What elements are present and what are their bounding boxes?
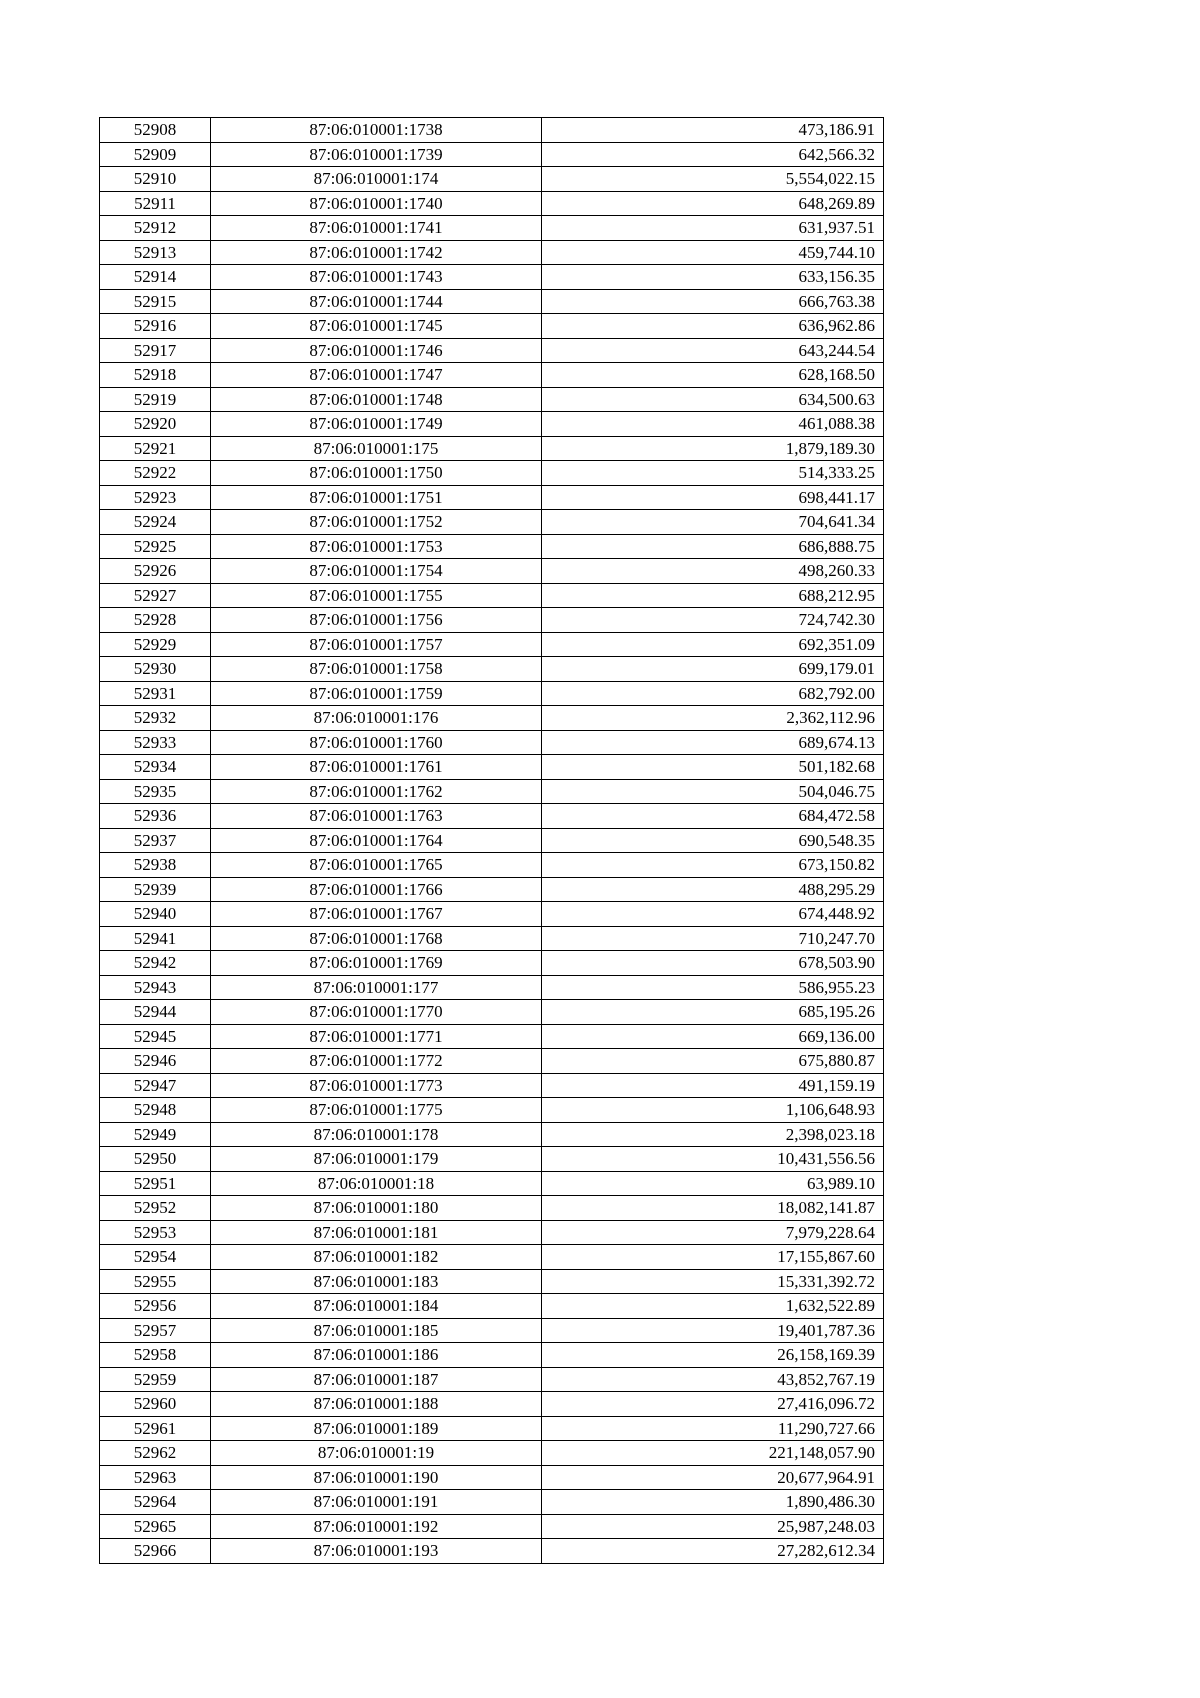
row-number-cell: 52965: [100, 1514, 211, 1539]
cadastral-number-cell: 87:06:010001:182: [211, 1245, 542, 1270]
cadastral-number-cell: 87:06:010001:1749: [211, 412, 542, 437]
cadastral-number-cell: 87:06:010001:177: [211, 975, 542, 1000]
cadastral-number-cell: 87:06:010001:1765: [211, 853, 542, 878]
cadastral-number-cell: 87:06:010001:1773: [211, 1073, 542, 1098]
table-row: [100, 681, 884, 706]
cadastral-number-cell: 87:06:010001:1762: [211, 779, 542, 804]
value-cell: 669,136.00: [542, 1024, 884, 1049]
value-cell: 684,472.58: [542, 804, 884, 829]
row-number-cell: 52951: [100, 1171, 211, 1196]
value-cell: 5,554,022.15: [542, 167, 884, 192]
cadastral-number-cell: 87:06:010001:1740: [211, 191, 542, 216]
cadastral-number-cell: 87:06:010001:1742: [211, 240, 542, 265]
row-number-cell: 52957: [100, 1318, 211, 1343]
row-number-cell: 52920: [100, 412, 211, 437]
cadastral-number-cell: 87:06:010001:1754: [211, 559, 542, 584]
cadastral-number-cell: 87:06:010001:1751: [211, 485, 542, 510]
value-cell: 25,987,248.03: [542, 1514, 884, 1539]
cadastral-number-cell: 87:06:010001:1753: [211, 534, 542, 559]
row-number-cell: 52927: [100, 583, 211, 608]
value-cell: 504,046.75: [542, 779, 884, 804]
cadastral-number-cell: 87:06:010001:1758: [211, 657, 542, 682]
cadastral-number-cell: 87:06:010001:1771: [211, 1024, 542, 1049]
table-row: [100, 142, 884, 167]
row-number-cell: 52950: [100, 1147, 211, 1172]
value-cell: 2,362,112.96: [542, 706, 884, 731]
table-row: [100, 877, 884, 902]
value-cell: 704,641.34: [542, 510, 884, 535]
row-number-cell: 52928: [100, 608, 211, 633]
table-row: [100, 314, 884, 339]
table-row: [100, 167, 884, 192]
cadastral-number-cell: 87:06:010001:1769: [211, 951, 542, 976]
cadastral-number-cell: 87:06:010001:1747: [211, 363, 542, 388]
row-number-cell: 52963: [100, 1465, 211, 1490]
row-number-cell: 52934: [100, 755, 211, 780]
row-number-cell: 52924: [100, 510, 211, 535]
table-row: [100, 387, 884, 412]
value-cell: 7,979,228.64: [542, 1220, 884, 1245]
table-row: [100, 1465, 884, 1490]
table-row: [100, 534, 884, 559]
cadastral-number-cell: 87:06:010001:179: [211, 1147, 542, 1172]
value-cell: 27,416,096.72: [542, 1392, 884, 1417]
cadastral-number-cell: 87:06:010001:193: [211, 1539, 542, 1564]
row-number-cell: 52942: [100, 951, 211, 976]
value-cell: 1,879,189.30: [542, 436, 884, 461]
table-row: [100, 632, 884, 657]
table-row: [100, 1539, 884, 1564]
row-number-cell: 52962: [100, 1441, 211, 1466]
value-cell: 473,186.91: [542, 118, 884, 143]
cadastral-number-cell: 87:06:010001:175: [211, 436, 542, 461]
value-cell: 63,989.10: [542, 1171, 884, 1196]
table-row: [100, 1000, 884, 1025]
table-row: [100, 657, 884, 682]
table-row: [100, 485, 884, 510]
cadastral-number-cell: 87:06:010001:1759: [211, 681, 542, 706]
value-cell: 675,880.87: [542, 1049, 884, 1074]
value-cell: 678,503.90: [542, 951, 884, 976]
table-row: [100, 1196, 884, 1221]
table-row: [100, 559, 884, 584]
cadastral-number-cell: 87:06:010001:1755: [211, 583, 542, 608]
value-cell: 698,441.17: [542, 485, 884, 510]
value-cell: 673,150.82: [542, 853, 884, 878]
value-cell: 674,448.92: [542, 902, 884, 927]
value-cell: 586,955.23: [542, 975, 884, 1000]
value-cell: 20,677,964.91: [542, 1465, 884, 1490]
row-number-cell: 52912: [100, 216, 211, 241]
row-number-cell: 52923: [100, 485, 211, 510]
cadastral-number-cell: 87:06:010001:1756: [211, 608, 542, 633]
table-row: [100, 926, 884, 951]
table-row: [100, 1392, 884, 1417]
table-row: [100, 436, 884, 461]
table-row: [100, 363, 884, 388]
table-row: [100, 828, 884, 853]
table-row: [100, 1318, 884, 1343]
cadastral-number-cell: 87:06:010001:192: [211, 1514, 542, 1539]
cadastral-number-cell: 87:06:010001:1770: [211, 1000, 542, 1025]
value-cell: 11,290,727.66: [542, 1416, 884, 1441]
row-number-cell: 52936: [100, 804, 211, 829]
table-row: [100, 1245, 884, 1270]
row-number-cell: 52948: [100, 1098, 211, 1123]
row-number-cell: 52913: [100, 240, 211, 265]
table-row: [100, 804, 884, 829]
table-row: [100, 583, 884, 608]
table-row: [100, 975, 884, 1000]
row-number-cell: 52943: [100, 975, 211, 1000]
value-cell: 488,295.29: [542, 877, 884, 902]
row-number-cell: 52919: [100, 387, 211, 412]
row-number-cell: 52947: [100, 1073, 211, 1098]
value-cell: 634,500.63: [542, 387, 884, 412]
row-number-cell: 52921: [100, 436, 211, 461]
table-row: [100, 216, 884, 241]
value-cell: 1,890,486.30: [542, 1490, 884, 1515]
value-cell: 685,195.26: [542, 1000, 884, 1025]
cadastral-number-cell: 87:06:010001:1744: [211, 289, 542, 314]
value-cell: 26,158,169.39: [542, 1343, 884, 1368]
table-row: [100, 338, 884, 363]
value-cell: 18,082,141.87: [542, 1196, 884, 1221]
value-cell: 689,674.13: [542, 730, 884, 755]
value-cell: 1,106,648.93: [542, 1098, 884, 1123]
row-number-cell: 52929: [100, 632, 211, 657]
cadastral-number-cell: 87:06:010001:1741: [211, 216, 542, 241]
value-cell: 514,333.25: [542, 461, 884, 486]
row-number-cell: 52952: [100, 1196, 211, 1221]
cadastral-number-cell: 87:06:010001:186: [211, 1343, 542, 1368]
cadastral-number-cell: 87:06:010001:1739: [211, 142, 542, 167]
table-row: [100, 1343, 884, 1368]
table-row: [100, 853, 884, 878]
value-cell: 27,282,612.34: [542, 1539, 884, 1564]
value-cell: 10,431,556.56: [542, 1147, 884, 1172]
cadastral-number-cell: 87:06:010001:188: [211, 1392, 542, 1417]
row-number-cell: 52933: [100, 730, 211, 755]
cadastral-number-cell: 87:06:010001:1772: [211, 1049, 542, 1074]
row-number-cell: 52939: [100, 877, 211, 902]
row-number-cell: 52946: [100, 1049, 211, 1074]
value-cell: 642,566.32: [542, 142, 884, 167]
cadastral-number-cell: 87:06:010001:1757: [211, 632, 542, 657]
row-number-cell: 52925: [100, 534, 211, 559]
row-number-cell: 52964: [100, 1490, 211, 1515]
cadastral-number-cell: 87:06:010001:19: [211, 1441, 542, 1466]
value-cell: 19,401,787.36: [542, 1318, 884, 1343]
table-row: [100, 1073, 884, 1098]
table-row: [100, 951, 884, 976]
cadastral-number-cell: 87:06:010001:1768: [211, 926, 542, 951]
row-number-cell: 52960: [100, 1392, 211, 1417]
value-cell: 43,852,767.19: [542, 1367, 884, 1392]
row-number-cell: 52917: [100, 338, 211, 363]
row-number-cell: 52908: [100, 118, 211, 143]
row-number-cell: 52932: [100, 706, 211, 731]
cadastral-number-cell: 87:06:010001:18: [211, 1171, 542, 1196]
value-cell: 461,088.38: [542, 412, 884, 437]
row-number-cell: 52911: [100, 191, 211, 216]
row-number-cell: 52916: [100, 314, 211, 339]
cadastral-number-cell: 87:06:010001:1760: [211, 730, 542, 755]
cadastral-number-cell: 87:06:010001:1746: [211, 338, 542, 363]
data-table: [99, 117, 884, 1564]
row-number-cell: 52909: [100, 142, 211, 167]
table-row: [100, 779, 884, 804]
table-row: [100, 265, 884, 290]
row-number-cell: 52915: [100, 289, 211, 314]
row-number-cell: 52926: [100, 559, 211, 584]
value-cell: 2,398,023.18: [542, 1122, 884, 1147]
value-cell: 648,269.89: [542, 191, 884, 216]
value-cell: 15,331,392.72: [542, 1269, 884, 1294]
table-row: [100, 706, 884, 731]
table-row: [100, 1171, 884, 1196]
table-row: [100, 1220, 884, 1245]
cadastral-number-cell: 87:06:010001:183: [211, 1269, 542, 1294]
cadastral-number-cell: 87:06:010001:176: [211, 706, 542, 731]
value-cell: 710,247.70: [542, 926, 884, 951]
row-number-cell: 52935: [100, 779, 211, 804]
cadastral-number-cell: 87:06:010001:1766: [211, 877, 542, 902]
table-body: [100, 118, 884, 1564]
value-cell: 17,155,867.60: [542, 1245, 884, 1270]
value-cell: 631,937.51: [542, 216, 884, 241]
cadastral-number-cell: 87:06:010001:181: [211, 1220, 542, 1245]
table-row: [100, 1441, 884, 1466]
value-cell: 459,744.10: [542, 240, 884, 265]
table-row: [100, 1269, 884, 1294]
table-row: [100, 1024, 884, 1049]
row-number-cell: 52931: [100, 681, 211, 706]
row-number-cell: 52956: [100, 1294, 211, 1319]
value-cell: 699,179.01: [542, 657, 884, 682]
row-number-cell: 52937: [100, 828, 211, 853]
cadastral-number-cell: 87:06:010001:1745: [211, 314, 542, 339]
row-number-cell: 52930: [100, 657, 211, 682]
table-row: [100, 1514, 884, 1539]
value-cell: 628,168.50: [542, 363, 884, 388]
value-cell: 491,159.19: [542, 1073, 884, 1098]
row-number-cell: 52914: [100, 265, 211, 290]
cadastral-number-cell: 87:06:010001:1738: [211, 118, 542, 143]
table-row: [100, 412, 884, 437]
cadastral-number-cell: 87:06:010001:1775: [211, 1098, 542, 1123]
cadastral-number-cell: 87:06:010001:185: [211, 1318, 542, 1343]
row-number-cell: 52953: [100, 1220, 211, 1245]
value-cell: 682,792.00: [542, 681, 884, 706]
table-row: [100, 1147, 884, 1172]
row-number-cell: 52945: [100, 1024, 211, 1049]
value-cell: 498,260.33: [542, 559, 884, 584]
table-row: [100, 730, 884, 755]
table-row: [100, 289, 884, 314]
table-row: [100, 1098, 884, 1123]
table-row: [100, 118, 884, 143]
table-row: [100, 510, 884, 535]
value-cell: 221,148,057.90: [542, 1441, 884, 1466]
value-cell: 690,548.35: [542, 828, 884, 853]
value-cell: 686,888.75: [542, 534, 884, 559]
row-number-cell: 52910: [100, 167, 211, 192]
cadastral-number-cell: 87:06:010001:174: [211, 167, 542, 192]
row-number-cell: 52918: [100, 363, 211, 388]
value-cell: 692,351.09: [542, 632, 884, 657]
value-cell: 633,156.35: [542, 265, 884, 290]
row-number-cell: 52944: [100, 1000, 211, 1025]
table-row: [100, 1122, 884, 1147]
value-cell: 688,212.95: [542, 583, 884, 608]
value-cell: 636,962.86: [542, 314, 884, 339]
row-number-cell: 52954: [100, 1245, 211, 1270]
cadastral-number-cell: 87:06:010001:1748: [211, 387, 542, 412]
cadastral-number-cell: 87:06:010001:1743: [211, 265, 542, 290]
cadastral-number-cell: 87:06:010001:1764: [211, 828, 542, 853]
row-number-cell: 52949: [100, 1122, 211, 1147]
row-number-cell: 52941: [100, 926, 211, 951]
row-number-cell: 52922: [100, 461, 211, 486]
row-number-cell: 52966: [100, 1539, 211, 1564]
table-row: [100, 902, 884, 927]
table-row: [100, 1294, 884, 1319]
table-row: [100, 191, 884, 216]
value-cell: 643,244.54: [542, 338, 884, 363]
cadastral-number-cell: 87:06:010001:1752: [211, 510, 542, 535]
cadastral-number-cell: 87:06:010001:1763: [211, 804, 542, 829]
row-number-cell: 52958: [100, 1343, 211, 1368]
value-cell: 501,182.68: [542, 755, 884, 780]
cadastral-number-cell: 87:06:010001:187: [211, 1367, 542, 1392]
cadastral-number-cell: 87:06:010001:191: [211, 1490, 542, 1515]
table-row: [100, 240, 884, 265]
row-number-cell: 52961: [100, 1416, 211, 1441]
table-row: [100, 1416, 884, 1441]
table-row: [100, 1490, 884, 1515]
row-number-cell: 52959: [100, 1367, 211, 1392]
table-row: [100, 461, 884, 486]
cadastral-number-cell: 87:06:010001:178: [211, 1122, 542, 1147]
value-cell: 1,632,522.89: [542, 1294, 884, 1319]
value-cell: 666,763.38: [542, 289, 884, 314]
cadastral-number-cell: 87:06:010001:1767: [211, 902, 542, 927]
cadastral-number-cell: 87:06:010001:1761: [211, 755, 542, 780]
row-number-cell: 52938: [100, 853, 211, 878]
table-row: [100, 755, 884, 780]
cadastral-number-cell: 87:06:010001:184: [211, 1294, 542, 1319]
value-cell: 724,742.30: [542, 608, 884, 633]
table-row: [100, 1367, 884, 1392]
cadastral-number-cell: 87:06:010001:189: [211, 1416, 542, 1441]
cadastral-number-cell: 87:06:010001:190: [211, 1465, 542, 1490]
table-row: [100, 608, 884, 633]
row-number-cell: 52955: [100, 1269, 211, 1294]
cadastral-number-cell: 87:06:010001:1750: [211, 461, 542, 486]
cadastral-number-cell: 87:06:010001:180: [211, 1196, 542, 1221]
table-row: [100, 1049, 884, 1074]
row-number-cell: 52940: [100, 902, 211, 927]
